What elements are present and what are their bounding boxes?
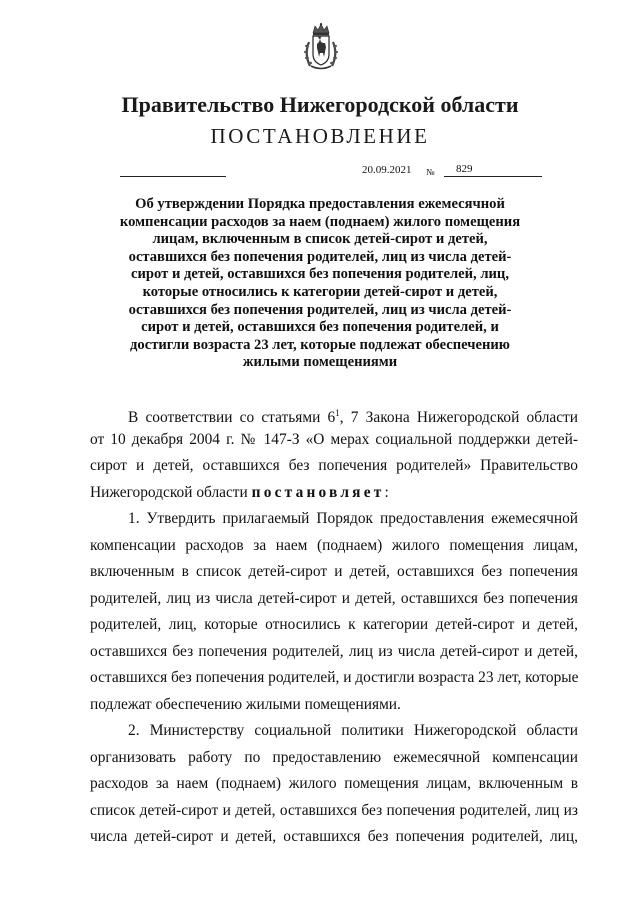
- subject-line: сирот и детей, оставшихся без попечения родителей, лиц,: [131, 266, 509, 283]
- item1-line: родителей, лиц из числа детей-сирот и детей, оставшихся без попечения: [90, 589, 578, 607]
- item2-line: расходов за наем (поднаем) жилого помещения лицам, включенным в: [90, 775, 578, 792]
- item2-line: числа детей-сирот и детей, оставшихся без попечения родителей, лиц,: [90, 828, 578, 845]
- preamble-line: сирот и детей, оставшихся без попечения родителей» Правительство: [90, 457, 578, 474]
- item1-line: родителей, лиц, которые относились к категории детей-сирот и детей,: [90, 616, 578, 633]
- item1-line: оставшихся без попечения родителей, лиц из числа детей-сирот и детей,: [90, 642, 578, 660]
- subject-line: которые относились к категории детей-сирот и детей,: [142, 283, 498, 300]
- subject-line: оставшихся без попечения родителей, лиц из числа детей-: [128, 301, 512, 318]
- item2-line: организовать работу по предоставлению ежемесячной компенсации: [90, 748, 578, 766]
- blank-line: [120, 176, 226, 177]
- item2-line: список детей-сирот и детей, оставшихся без попечения родителей, лиц из: [90, 801, 578, 819]
- item1-line: включенным в список детей-сирот и детей, оставшихся без попечения: [90, 563, 578, 580]
- item1-line: компенсации расходов за наем (поднаем) жилого помещения лицам,: [90, 536, 578, 554]
- item1-line: оставшихся без попечения родителей, и достигли возраста 23 лет, которые: [90, 669, 579, 686]
- item1-line: 1. Утвердить прилагаемый Порядок предоставления ежемесячной: [128, 510, 578, 527]
- preamble-line: [90, 400, 578, 427]
- subject-line: жилыми помещениями: [242, 354, 398, 371]
- preamble-text: , 7 Закона Нижегородской области: [339, 409, 578, 427]
- document-type: ПОСТАНОВЛЕНИЕ: [210, 124, 430, 148]
- organization-title: Правительство Нижегородской области: [121, 92, 519, 117]
- preamble-text: Нижегородской области: [90, 483, 252, 501]
- subject-line: лицам, включенным в список детей-сирот и детей,: [152, 231, 488, 248]
- preamble-text: В соответствии со статьями 6: [128, 409, 336, 427]
- document-number: 829: [444, 164, 542, 177]
- document-body: [90, 400, 578, 851]
- preamble-line: [90, 480, 578, 507]
- preamble-text: :: [384, 483, 389, 501]
- subject-line: достигли возраста 23 лет, которые подлежат обеспечению: [130, 336, 510, 353]
- item1-line: подлежат обеспечению жилыми помещениями.: [90, 695, 401, 713]
- number-sign: №: [426, 167, 435, 177]
- subject-line: сирот и детей, оставшихся без попечения родителей, и: [141, 319, 499, 336]
- subject-line: Об утверждении Порядка предоставления ежемесячной: [135, 196, 505, 212]
- decree-word: постановляет: [251, 483, 385, 501]
- superscript: 1: [335, 408, 340, 418]
- item2-line: 2. Министерству социальной политики Нижегородской области: [128, 722, 578, 739]
- subject-line: оставшихся без попечения родителей, лиц из числа детей-: [128, 248, 512, 265]
- coat-of-arms-icon: [302, 22, 340, 72]
- subject-line: компенсации расходов за наем (поднаем) жилого помещения: [119, 213, 521, 230]
- preamble-line: от 10 декабря 2004 г. № 147-З «О мерах социальной поддержки детей-: [90, 430, 578, 448]
- document-subject: [60, 196, 580, 372]
- document-date: 20.09.2021: [362, 164, 412, 176]
